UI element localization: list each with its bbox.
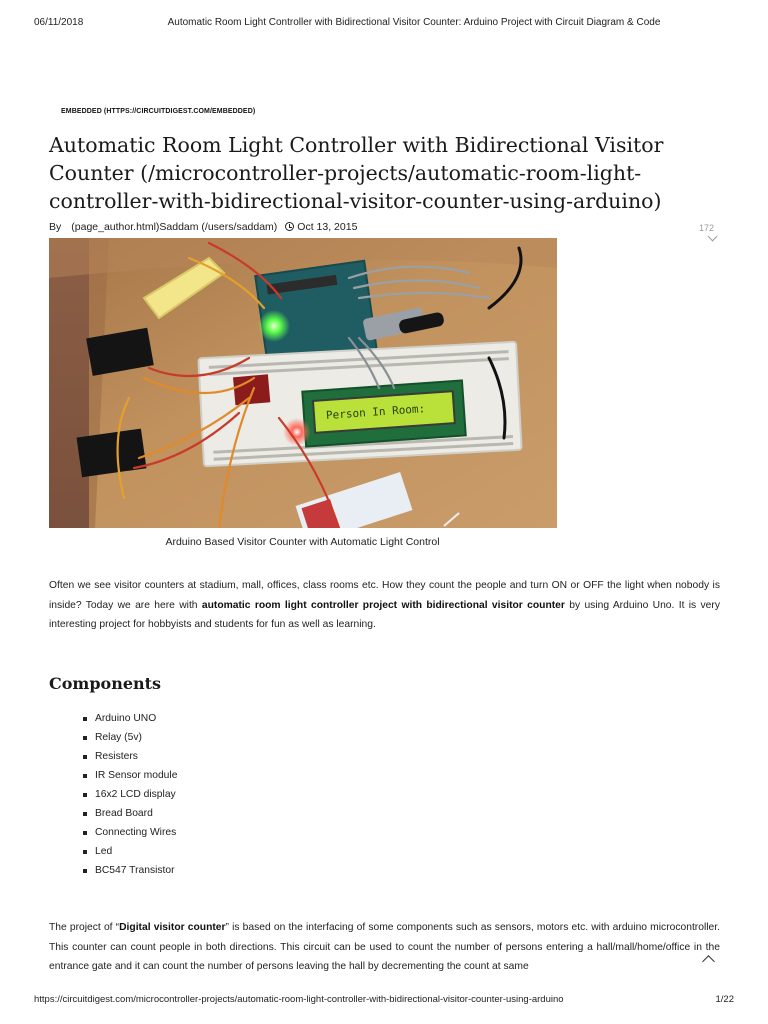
print-footer <box>34 994 734 1008</box>
project-photo <box>49 238 557 528</box>
project-text-1: The project of “ <box>49 922 120 933</box>
print-date: 06/11/2018 <box>34 17 84 28</box>
publish-date: Oct 13, 2015 <box>297 221 358 233</box>
intro-text-1: Often we see visitor counters at stadium, mall, offices, class rooms etc. How they count the people and turn ON or OFF the light when nobody is inside? Today we are here with <box>49 580 720 611</box>
project-paragraph <box>49 918 720 974</box>
component-item: Led <box>77 842 177 861</box>
component-item: Connecting Wires <box>77 823 177 842</box>
clock-icon <box>285 222 294 231</box>
category-link[interactable]: EMBEDDED (HTTPS://CIRCUITDIGEST.COM/EMBEDDED) <box>61 108 256 115</box>
chevron-down-icon[interactable] <box>708 232 718 242</box>
components-heading: Components <box>49 674 162 693</box>
components-list <box>77 709 177 880</box>
component-item: BC547 Transistor <box>77 861 177 880</box>
author-page-link[interactable]: (page_author.html) <box>71 221 160 233</box>
component-item: 16x2 LCD display <box>77 785 177 804</box>
print-page-title: Automatic Room Light Controller with Bidirectional Visitor Counter: Arduino Project with Circuit Diagram & Code <box>167 17 661 28</box>
byline <box>49 221 357 233</box>
print-header <box>34 17 734 31</box>
intro-bold: automatic room light controller project with bidirectional visitor counter <box>201 599 565 611</box>
author-link[interactable]: Saddam (/users/saddam) <box>159 221 278 233</box>
share-count[interactable]: 172 <box>699 223 715 233</box>
component-item: Resisters <box>77 747 177 766</box>
component-item: Relay (5v) <box>77 728 177 747</box>
article-title[interactable]: Automatic Room Light Controller with Bidirectional Visitor Counter (/microcontroller-projects/automatic-room-light-controller-with-bidirectional-visitor-counter-using-arduino) <box>49 133 664 213</box>
intro-text-2: by using Arduino Uno. It is very interesting project for hobbyists and students for fun as well as learning. <box>49 599 720 630</box>
component-item: Bread Board <box>77 804 177 823</box>
print-url: https://circuitdigest.com/microcontroller-projects/automatic-room-light-controller-with-bidirectional-visitor-counter-using-arduino <box>34 994 564 1005</box>
component-item: Arduino UNO <box>77 709 177 728</box>
byline-by: By <box>49 221 62 233</box>
image-caption: Arduino Based Visitor Counter with Automatic Light Control <box>165 536 440 548</box>
component-item: IR Sensor module <box>77 766 177 785</box>
page-number: 1/22 <box>715 994 734 1005</box>
lcd-text: Person In Room: <box>325 402 426 423</box>
project-text-2: ” is based on the interfacing of some components such as sensors, motors etc. with arduino microcontroller. This counter can count people in both directions. This circuit can be used to count the number of persons entering a hall/mall/home/office in the entrance gate and it can count the number of persons leaving the hall by decrementing the count at same <box>49 922 720 972</box>
intro-paragraph <box>49 576 720 635</box>
project-bold: Digital visitor counter <box>119 922 226 933</box>
